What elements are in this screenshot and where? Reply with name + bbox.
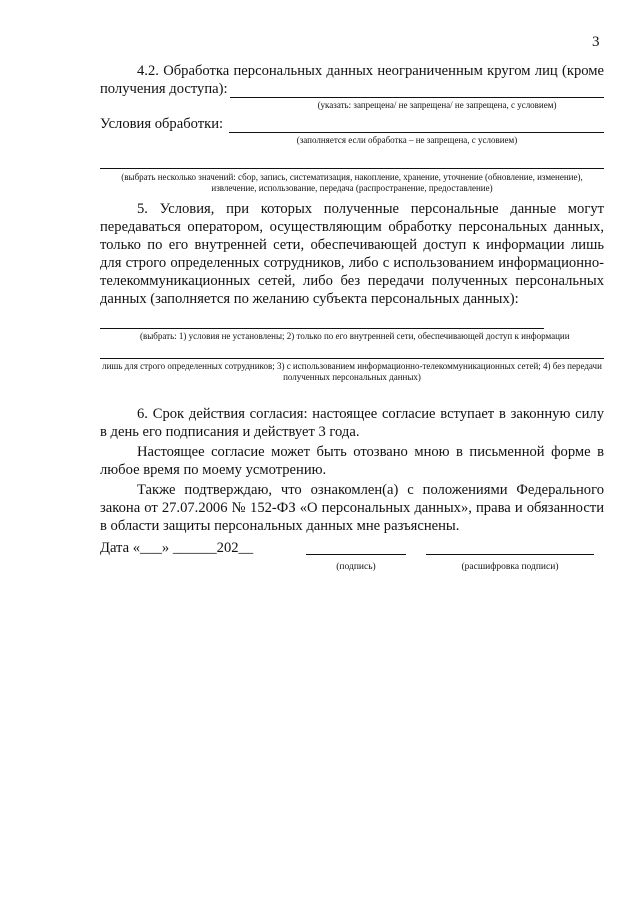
conditions-fill-line[interactable] xyxy=(229,118,604,133)
section-5-fill-line-2[interactable] xyxy=(100,344,604,359)
signature-block xyxy=(100,540,604,580)
conditions-label: Условия обработки: xyxy=(100,116,224,132)
values-fill-line[interactable] xyxy=(100,154,604,169)
access-fill-line[interactable] xyxy=(230,83,604,98)
signature-decode-caption: (расшифровка подписи) xyxy=(461,562,559,572)
signature-decode-line[interactable] xyxy=(426,554,594,555)
section-4-2-line2 xyxy=(100,80,604,98)
page-number: 3 xyxy=(592,34,600,50)
signature-line[interactable] xyxy=(306,554,406,555)
signature-caption: (подпись) xyxy=(336,562,376,572)
section-5-text: 5. Условия, при которых полученные персональные данные могут передаваться оператором, осуществляющим обработку персональных данных, только по его внутренней сети, обеспечивающей доступ к информации лишь для строго определенных сотрудников, либо с использованием информационно-телекоммуникационных сетей, либо без передачи полученных персональных данных (заполняется по желанию субъекта персональных данных): xyxy=(100,201,604,307)
conditions-row xyxy=(100,115,604,133)
section-5-caption2: лишь для строго определенных сотрудников; 3) с использованием информационно-телекоммуникационных сетей; 4) без передачи полученных персональных данных) xyxy=(102,361,602,382)
section-6-term: 6. Срок действия согласия: настоящее согласие вступает в законную силу в день его подписания и действует 3 года. xyxy=(100,406,604,440)
document-body xyxy=(100,62,604,535)
section-5-caption1: (выбрать: 1) условия не установлены; 2) только по его внутренней сети, обеспечивающей доступ к информации xyxy=(140,331,570,341)
section-6-revoke: Настоящее согласие может быть отозвано мною в письменной форме в любое время по моему усмотрению. xyxy=(100,444,604,478)
conditions-caption: (заполняется если обработка – не запрещена, с условием) xyxy=(296,135,518,145)
section-5-fill-line[interactable] xyxy=(100,314,544,329)
section-6-confirm: Также подтверждаю, что ознакомлен(а) с положениями Федерального закона от 27.07.2006 № 152-ФЗ «О персональных данных», права и обязанности в области защиты персональных данных мне разъяснены. xyxy=(100,482,604,534)
section-4-2-prefix: получения доступа): xyxy=(100,81,228,97)
date-field[interactable]: Дата «___» ______202__ xyxy=(100,540,254,556)
section-4-2-line1: 4.2. Обработка персональных данных неограниченным кругом лиц (кроме xyxy=(137,63,604,79)
access-caption: (указать: запрещена/ не запрещена/ не запрещена, с условием) xyxy=(317,100,557,110)
values-caption: (выбрать несколько значений: сбор, запись, систематизация, накопление, хранение, уточнение (обновление, изменение), извлечение, использование, передача (распространение, предоставление) xyxy=(121,172,583,193)
